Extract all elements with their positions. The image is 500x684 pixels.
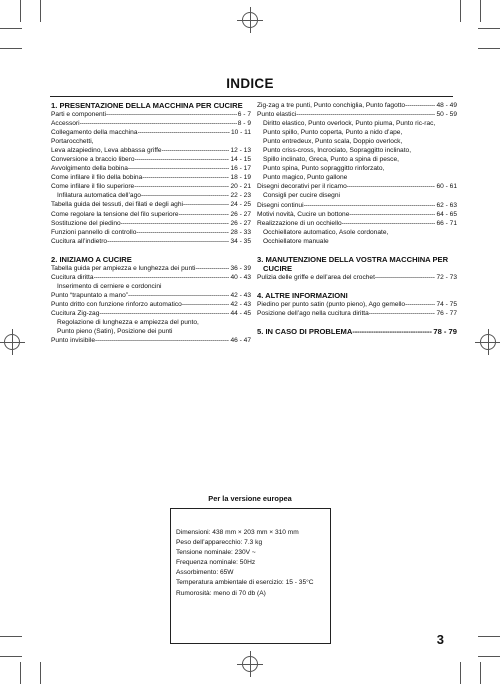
dot-leader xyxy=(95,336,229,345)
toc-entry-title: Tabella guida dei tessuti, dei filati e degli aghi xyxy=(51,201,183,209)
toc-section-heading: 2. INIZIAMO A CUCIRE xyxy=(51,254,132,264)
toc-page-range: 10 - 11 xyxy=(230,129,251,137)
dot-leader xyxy=(179,210,230,219)
toc-subtext: Portarocchetti, xyxy=(51,138,94,146)
toc-page-range: 72 - 73 xyxy=(436,273,457,281)
toc-entry xyxy=(51,336,251,345)
toc-entry-title: Motivi novità, Cucire un bottone xyxy=(257,210,350,218)
dot-leader xyxy=(136,228,229,237)
toc-page-range: 22 - 23 xyxy=(230,192,251,200)
section-gap xyxy=(257,246,457,255)
toc-entry-title: Disegni decorativi per il ricamo xyxy=(257,183,347,191)
dot-leader xyxy=(352,327,432,336)
toc-entry-title: Cucitura all’indietro xyxy=(51,237,108,245)
toc-page-range: 42 - 43 xyxy=(230,291,251,299)
section-gap xyxy=(257,318,457,327)
spec-line: Temperatura ambientale di esercizio: 15 - 35°C xyxy=(176,579,314,587)
toc-page-range: 60 - 61 xyxy=(436,183,457,191)
toc-page-range: 46 - 47 xyxy=(230,337,251,345)
toc-subtext: Consigli per cucire disegni xyxy=(263,192,340,200)
toc-entry xyxy=(51,309,251,318)
toc-entry-title: 5. IN CASO DI PROBLEMA xyxy=(257,326,353,336)
toc-subtext: Punto spina, Punto sopraggitto rinforzato, xyxy=(263,165,385,173)
registration-mark-left xyxy=(4,334,20,350)
toc-entry-title: Come infilare il filo della bobina xyxy=(51,174,143,182)
toc-page-range: 26 - 27 xyxy=(230,219,251,227)
toc-page-range: 50 - 59 xyxy=(436,111,457,119)
dot-leader xyxy=(128,291,229,300)
toc-entry-title: Tabella guida per ampiezza e lunghezza dei punti xyxy=(51,264,196,272)
toc-entry xyxy=(51,273,251,282)
toc-page-range: 40 - 43 xyxy=(230,273,251,281)
dot-leader xyxy=(106,110,237,119)
toc-entry xyxy=(257,309,457,318)
toc-entry xyxy=(51,291,251,300)
dot-leader xyxy=(128,164,230,173)
toc-entry-title: Collegamento della macchina xyxy=(51,129,138,137)
toc-section-heading: 4. ALTRE INFORMAZIONI xyxy=(257,290,348,300)
toc-entry-title: Parti e componenti xyxy=(51,111,106,118)
toc-page-range: 18 - 19 xyxy=(230,174,251,182)
toc-entry-title: Punto dritto con funzione rinforzo automatico xyxy=(51,300,182,308)
toc-subtext: Punto spillo, Punto coperta, Punto a nido d’ape, xyxy=(263,129,403,137)
toc-entry xyxy=(51,128,251,137)
toc-entry xyxy=(51,264,251,273)
dot-leader xyxy=(405,101,435,110)
title-divider xyxy=(50,96,453,97)
dot-leader xyxy=(99,309,229,318)
toc-page-range: 48 - 49 xyxy=(436,102,457,109)
specifications-list xyxy=(176,528,314,599)
spec-line: Rumorosità: meno di 70 db (A) xyxy=(176,589,266,597)
toc-page-range: 34 - 35 xyxy=(230,237,251,245)
toc-entry xyxy=(51,155,251,164)
toc-page-range: 36 - 39 xyxy=(230,264,251,272)
toc-entry-title: Posizione dell’ago nella cucitura diritta xyxy=(257,309,369,317)
toc-page-range: 78 - 79 xyxy=(433,326,457,336)
toc-entry-title: Piedino per punto satin (punto pieno), Ago gemello xyxy=(257,300,406,308)
toc-subtext: Regolazione di lunghezza e ampiezza del punto, xyxy=(57,318,199,326)
toc-subtext: Occhiellatore manuale xyxy=(263,237,329,245)
dot-leader xyxy=(296,110,435,119)
dot-leader xyxy=(162,146,230,155)
toc-page-range: 12 - 13 xyxy=(230,147,251,155)
toc-entry-title: Come regolare la tensione del filo superiore xyxy=(51,210,179,218)
toc-entry-title: Conversione a braccio libero xyxy=(51,156,135,164)
toc-page-range: 16 - 17 xyxy=(230,165,251,173)
toc-entry xyxy=(51,228,251,237)
toc-page-range: 42 - 43 xyxy=(230,300,251,308)
toc-page-range: 14 - 15 xyxy=(230,156,251,164)
toc-entry-title: Disegni continui xyxy=(257,201,304,209)
toc-page-range: 44 - 45 xyxy=(230,309,251,317)
registration-mark-bottom xyxy=(242,656,258,672)
dot-leader xyxy=(405,300,435,309)
toc-entry xyxy=(257,110,457,119)
toc-entry xyxy=(257,273,457,282)
spec-line: Tensione nominale: 230V ~ xyxy=(176,549,256,557)
toc-entry xyxy=(51,191,251,200)
spec-line: Frequenza nominale: 50Hz xyxy=(176,559,256,567)
toc-entry-title: Pulizia delle griffe e dell’area del crochet xyxy=(257,273,375,281)
toc-entry-title: Realizzazione di un occhiello xyxy=(257,219,342,227)
registration-mark-right xyxy=(480,334,496,350)
toc-entry-title: Zig-zag a tre punti, Punto conchiglia, Punto fagotto xyxy=(257,102,406,109)
dot-leader xyxy=(80,119,237,128)
toc-subtext: Diritto elastico, Punto overlock, Punto piuma, Punto ric-rac, xyxy=(263,120,436,128)
toc-entry xyxy=(51,164,251,173)
toc-right-column xyxy=(257,101,457,336)
toc-entry xyxy=(51,200,251,209)
dot-leader xyxy=(304,201,436,210)
toc-page-range: 28 - 33 xyxy=(230,228,251,236)
dot-leader xyxy=(369,309,436,318)
toc-entry-title: Avvolgimento della bobina xyxy=(51,165,128,173)
toc-section-heading: 1. PRESENTAZIONE DELLA MACCHINA PER CUCIRE xyxy=(51,101,243,110)
toc-entry-title: Sostituzione del piedino xyxy=(51,219,121,227)
toc-entry-title: Cucitura diritta xyxy=(51,273,94,281)
toc-entry-title: Infilatura automatica dell’ago xyxy=(57,192,141,200)
toc-section-entry xyxy=(257,327,457,336)
dot-leader xyxy=(121,219,230,228)
toc-entry xyxy=(51,182,251,191)
toc-subtext: Punto magico, Punto gallone xyxy=(263,174,348,182)
toc-entry-title: Accessori xyxy=(51,120,80,128)
dot-leader xyxy=(134,182,229,191)
toc-page-range: 6 - 7 xyxy=(237,111,251,118)
toc-page-range: 64 - 65 xyxy=(436,210,457,218)
dot-leader xyxy=(138,128,230,137)
spec-line: Peso dell’apparecchio: 7.3 kg xyxy=(176,539,263,547)
toc-entry xyxy=(257,182,457,191)
dot-leader xyxy=(142,173,229,182)
toc-entry xyxy=(51,237,251,246)
toc-entry xyxy=(51,146,251,155)
dot-leader xyxy=(195,264,229,273)
toc-entry-title: Come infilare il filo superiore xyxy=(51,183,135,191)
registration-mark-top xyxy=(242,12,258,28)
dot-leader xyxy=(375,273,436,282)
toc-page-range: 74 - 75 xyxy=(436,300,457,308)
section-gap xyxy=(257,282,457,291)
dot-leader xyxy=(107,237,229,246)
toc-entry-title: Funzioni pannello di controllo xyxy=(51,228,137,236)
spec-line: Dimensioni: 438 mm × 203 mm × 310 mm xyxy=(176,529,299,536)
dot-leader xyxy=(347,182,436,191)
toc-page-range: 76 - 77 xyxy=(436,309,457,317)
spec-line: Assorbimento: 65W xyxy=(176,569,234,577)
dot-leader xyxy=(135,155,230,164)
dot-leader xyxy=(141,191,230,200)
toc-subtext: Occhiellatore automatico, Asole cordonate, xyxy=(263,228,389,236)
toc-entry-title: Cucitura Zig-zag xyxy=(51,309,100,317)
toc-subtext: Inserimento di cerniere e cordoncini xyxy=(57,282,162,290)
dot-leader xyxy=(342,219,436,228)
toc-section-heading: 3. MANUTENZIONE DELLA VOSTRA MACCHINA PER xyxy=(257,254,449,264)
toc-subtext: Punto criss-cross, Incrociato, Sopraggitto inclinato, xyxy=(263,147,412,155)
toc-entry-title: Leva alzapiedino, Leva abbassa griffe xyxy=(51,147,162,155)
dot-leader xyxy=(183,200,230,209)
dot-leader xyxy=(94,273,230,282)
dot-leader xyxy=(349,210,435,219)
section-gap xyxy=(51,246,251,255)
toc-entry xyxy=(257,210,457,219)
toc-page-range: 20 - 21 xyxy=(230,183,251,191)
toc-left-column xyxy=(51,101,251,345)
toc-entry xyxy=(51,210,251,219)
toc-entry-title: Punto invisibile xyxy=(51,337,95,345)
toc-section-heading: CUCIRE xyxy=(263,263,293,273)
toc-subtext: Punto entredeux, Punto scala, Doppio overlock, xyxy=(263,138,403,146)
toc-page-range: 66 - 71 xyxy=(436,219,457,227)
toc-entry xyxy=(51,300,251,309)
toc-entry xyxy=(257,101,457,110)
toc-entry xyxy=(51,219,251,228)
page-title: INDICE xyxy=(226,76,274,91)
toc-page-range: 62 - 63 xyxy=(436,201,457,209)
dot-leader xyxy=(182,300,230,309)
toc-subtext: Spillo inclinato, Greca, Punto a spina di pesce, xyxy=(263,156,399,164)
toc-page-range: 24 - 25 xyxy=(230,201,251,209)
page-number: 3 xyxy=(436,632,444,647)
toc-entry-title: Punto elastici xyxy=(257,111,297,119)
european-version-heading: Per la versione europea xyxy=(208,494,292,503)
toc-entry xyxy=(257,201,457,210)
toc-entry xyxy=(257,219,457,228)
toc-entry xyxy=(51,173,251,182)
toc-subtext: Punto pieno (Satin), Posizione dei punti xyxy=(57,328,173,336)
toc-page-range: 26 - 27 xyxy=(230,210,251,218)
toc-page-range: 8 - 9 xyxy=(237,120,251,128)
toc-entry-title: Punto “trapuntato a mano” xyxy=(51,291,128,299)
toc-entry xyxy=(51,119,251,128)
toc-entry xyxy=(51,110,251,119)
toc-entry xyxy=(257,300,457,309)
